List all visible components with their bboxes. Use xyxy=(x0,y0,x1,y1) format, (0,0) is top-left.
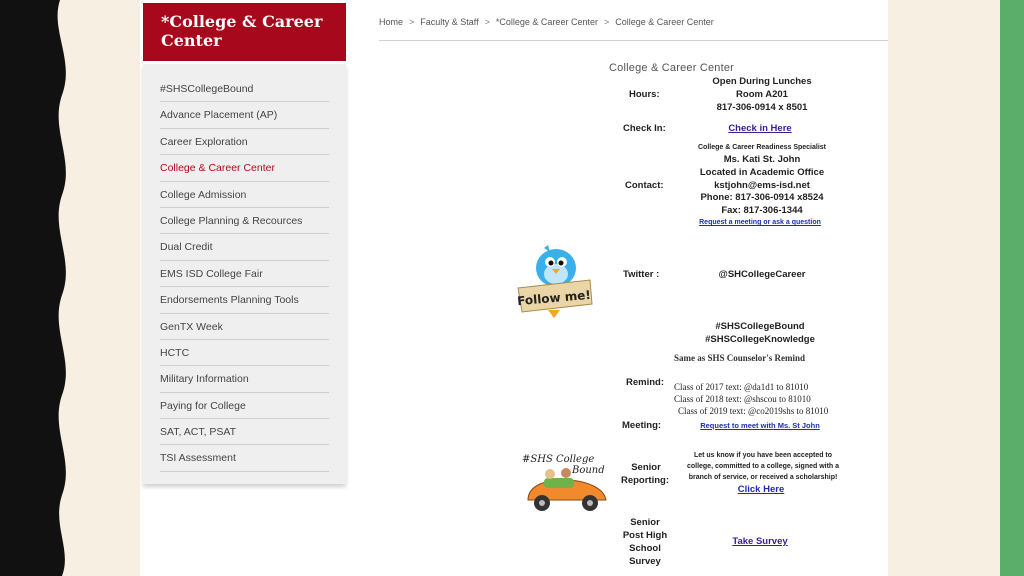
remind-class-2019: Class of 2019 text: @co2019shs to 81010 xyxy=(678,406,829,416)
senior-reporting-label-line1: Senior xyxy=(631,462,661,473)
sidebar-item-college-admission[interactable]: College Admission xyxy=(160,182,329,208)
remind-note: Same as SHS Counselor's Remind xyxy=(674,353,806,363)
content-title: College & Career Center xyxy=(609,62,735,74)
hashtag-collegeknowledge: #SHSCollegeKnowledge xyxy=(705,334,815,345)
decorative-wave-strip xyxy=(0,0,70,576)
decorative-green-strip xyxy=(1000,0,1024,576)
senior-reporting-link[interactable]: Click Here xyxy=(737,484,785,495)
sidebar-item-military-information[interactable]: Military Information xyxy=(160,366,329,392)
hours-room: Room A201 xyxy=(736,89,788,100)
contact-email: kstjohn@ems-isd.net xyxy=(714,180,810,191)
college-bound-car-icon xyxy=(514,448,614,518)
survey-label-line3: School xyxy=(629,543,661,554)
survey-label-line1: Senior xyxy=(630,517,660,528)
hours-label: Hours: xyxy=(629,89,660,100)
sidebar-item-gentx-week[interactable]: GenTX Week xyxy=(160,314,329,340)
sidebar-item-college-career-center[interactable]: College & Career Center xyxy=(160,155,329,181)
breadcrumb-separator: > xyxy=(603,17,610,27)
sidebar-title-line2: Center xyxy=(161,31,222,50)
contact-request-link[interactable]: Request a meeting or ask a question xyxy=(699,219,821,226)
checkin-link[interactable]: Check in Here xyxy=(728,123,792,134)
contact-role: College & Career Readiness Specialist xyxy=(698,144,826,151)
web-page xyxy=(140,0,888,576)
sidebar-item-career-exploration[interactable]: Career Exploration xyxy=(160,129,329,155)
sidebar-item-dual-credit[interactable]: Dual Credit xyxy=(160,234,329,260)
car-caption-line1: #SHS College xyxy=(522,454,595,465)
senior-reporting-text-line1: Let us know if you have been accepted to xyxy=(693,452,833,459)
twitter-label: Twitter : xyxy=(623,269,660,280)
main-content xyxy=(140,0,888,576)
contact-fax: Fax: 817-306-1344 xyxy=(721,205,803,216)
meeting-request-link[interactable]: Request to meet with Ms. St John xyxy=(700,421,820,430)
checkin-label: Check In: xyxy=(623,123,666,134)
meeting-label: Meeting: xyxy=(622,420,662,431)
contact-label: Contact: xyxy=(625,180,664,191)
sidebar-item-sat-act-psat[interactable]: SAT, ACT, PSAT xyxy=(160,419,329,445)
survey-label-line4: Survey xyxy=(629,556,661,567)
breadcrumb-separator: > xyxy=(409,17,415,27)
twitter-handle[interactable]: @SHCollegeCareer xyxy=(718,269,806,280)
hours-phone: 817-306-0914 x 8501 xyxy=(716,102,808,113)
breadcrumb-separator: > xyxy=(484,17,490,27)
remind-class-2018: Class of 2018 text: @shscou to 81010 xyxy=(674,394,811,404)
sidebar-item-college-fair[interactable]: EMS ISD College Fair xyxy=(160,261,329,287)
contact-location: Located in Academic Office xyxy=(699,167,825,178)
contact-name: Ms. Kati St. John xyxy=(723,154,801,165)
sidebar-item-paying-for-college[interactable]: Paying for College xyxy=(160,393,329,419)
car-caption-line2: Bound xyxy=(572,465,605,476)
sidebar-title-line1: *College & Career xyxy=(161,12,323,31)
senior-reporting-text-line3: branch of service, or received a scholarship! xyxy=(688,474,838,481)
breadcrumb-ccc-parent[interactable]: *College & Career Center xyxy=(495,17,598,27)
twitter-bird-icon[interactable] xyxy=(514,242,596,318)
breadcrumb-faculty-staff[interactable]: Faculty & Staff xyxy=(420,17,479,27)
sidebar-item-college-planning[interactable]: College Planning & Recources xyxy=(160,208,329,234)
take-survey-link[interactable]: Take Survey xyxy=(732,536,788,547)
sidebar-item-tsi-assessment[interactable]: TSI Assessment xyxy=(160,445,329,471)
contact-phone: Phone: 817-306-0914 x8524 xyxy=(700,192,824,203)
remind-class-2017: Class of 2017 text: @da1d1 to 81010 xyxy=(674,382,809,392)
hours-line1: Open During Lunches xyxy=(712,76,812,87)
follow-me-text: Follow me! xyxy=(516,287,592,309)
hashtag-collegebound: #SHSCollegeBound xyxy=(715,321,805,332)
sidebar-item-advance-placement[interactable]: Advance Placement (AP) xyxy=(160,102,329,128)
survey-label-line2: Post High xyxy=(622,530,668,541)
sidebar-item-shscollegebound[interactable]: #SHSCollegeBound xyxy=(160,76,329,102)
senior-reporting-text-line2: college, committed to a college, signed with a xyxy=(686,463,840,470)
remind-label: Remind: xyxy=(626,377,664,388)
sidebar-item-hctc[interactable]: HCTC xyxy=(160,340,329,366)
breadcrumb-home[interactable]: Home xyxy=(379,17,404,27)
sidebar-item-endorsements[interactable]: Endorsements Planning Tools xyxy=(160,287,329,313)
senior-reporting-label-line2: Reporting: xyxy=(620,475,670,486)
breadcrumb-current: College & Career Center xyxy=(615,17,714,27)
